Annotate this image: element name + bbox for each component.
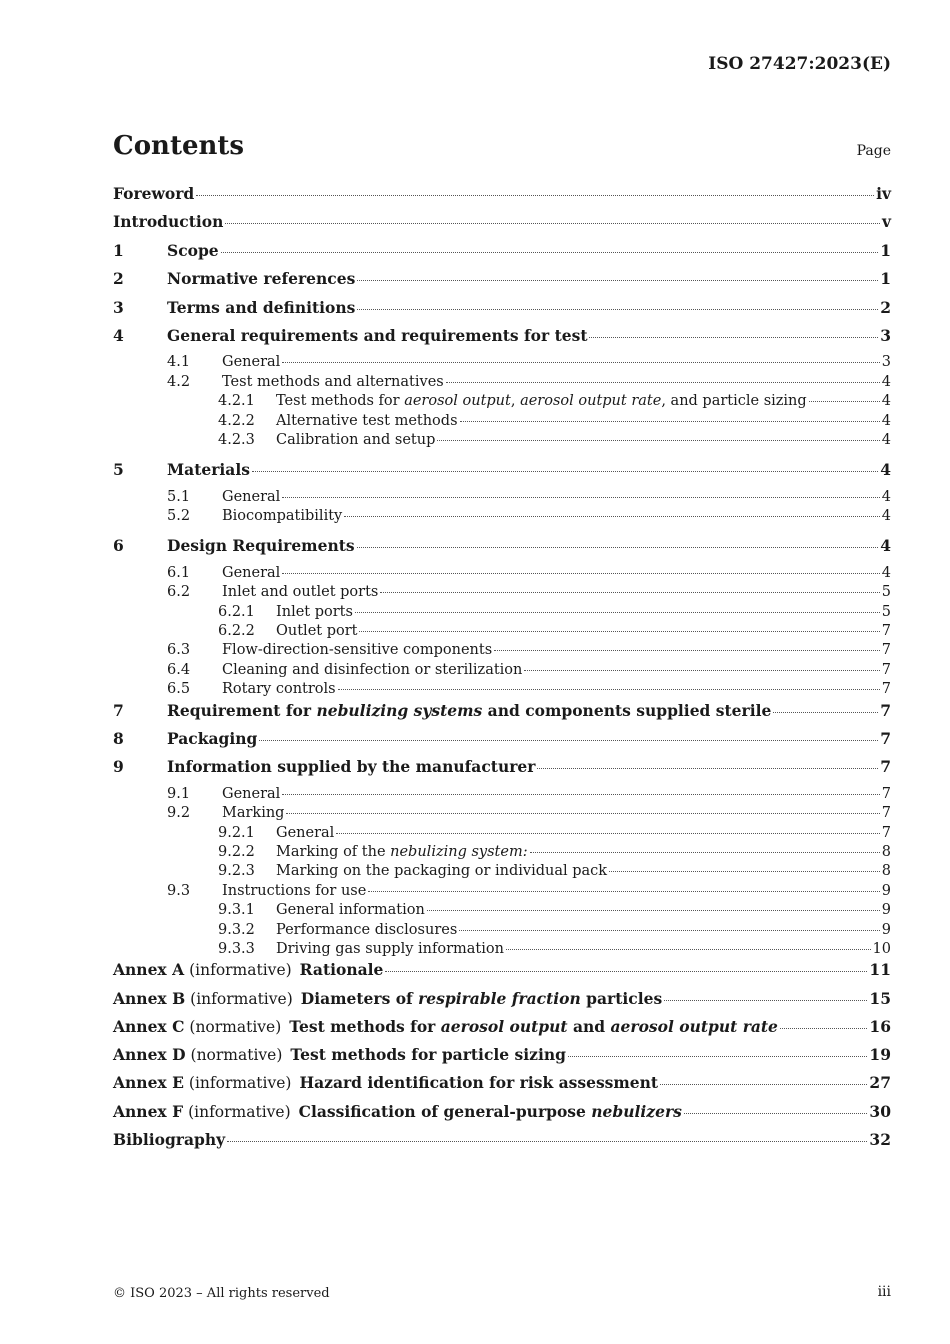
leader-dots: [506, 948, 871, 950]
toc-page: 7: [881, 824, 891, 841]
toc-number: 9.2.1: [218, 824, 255, 841]
annex-title: Hazard identification for risk assessment: [299, 1073, 659, 1093]
toc-entry-6-1[interactable]: [113, 565, 891, 584]
toc-page: 7: [881, 681, 891, 698]
toc-label: Design Requirements: [167, 536, 355, 556]
leader-dots: [773, 711, 878, 713]
toc-entry-annex-b[interactable]: [113, 989, 891, 1017]
toc-entry-9-2-3[interactable]: [113, 863, 891, 882]
toc-entry-3[interactable]: [113, 298, 891, 326]
annex-title: Classification of general-purpose nebulizers: [298, 1101, 682, 1121]
toc-page: 4: [881, 508, 891, 525]
leader-dots: [530, 851, 880, 853]
leader-dots: [359, 630, 879, 632]
toc-number: 9.1: [167, 785, 191, 802]
leader-dots: [357, 308, 878, 310]
leader-dots: [225, 222, 880, 224]
leader-dots: [427, 909, 880, 911]
leader-dots: [338, 688, 880, 690]
toc-entry-6-3[interactable]: [113, 642, 891, 661]
toc-label: Requirement for nebulizing systems and components supplied sterile: [167, 700, 772, 720]
toc-label: General: [222, 488, 281, 505]
annex-title: Diameters of respirable fraction particles: [300, 988, 663, 1008]
toc-page: 7: [880, 728, 891, 748]
toc-entry-5[interactable]: [113, 460, 891, 488]
page-title: Contents: [113, 131, 245, 161]
toc-label: Biocompatibility: [222, 508, 343, 525]
toc-page: 7: [880, 700, 891, 720]
toc-label: Cleaning and disinfection or sterilization: [222, 661, 523, 678]
toc-label: Terms and definitions: [167, 297, 356, 317]
leader-dots: [357, 279, 878, 281]
toc-entry-6[interactable]: [113, 536, 891, 564]
toc-entry-introduction[interactable]: [113, 212, 891, 240]
page-column-label: Page: [856, 143, 891, 159]
toc-page: 4: [880, 536, 891, 556]
toc-entry-foreword[interactable]: [113, 184, 891, 212]
toc-entry-2[interactable]: [113, 269, 891, 297]
toc-entry-9-1[interactable]: [113, 786, 891, 805]
toc-label: Calibration and setup: [276, 431, 436, 448]
toc-page: 4: [880, 460, 891, 480]
leader-dots: [684, 1112, 868, 1114]
toc-page: 3: [880, 325, 891, 345]
toc-entry-annex-a[interactable]: [113, 960, 891, 988]
toc-page: 5: [881, 584, 891, 601]
toc-page: 4: [881, 488, 891, 505]
leader-dots: [524, 669, 879, 671]
toc-label: Marking of the nebulizing system:: [276, 843, 528, 860]
toc-page: 10: [872, 940, 891, 957]
toc-number: 6.2.2: [218, 623, 255, 640]
toc-number: 6.5: [167, 681, 191, 698]
toc-label: Rotary controls: [222, 681, 336, 698]
toc-entry-annex-e[interactable]: [113, 1073, 891, 1101]
toc-label: General: [222, 354, 281, 371]
toc-entry-6-2-1[interactable]: [113, 604, 891, 623]
toc-page: 9: [881, 921, 891, 938]
toc-label: Foreword: [113, 184, 195, 203]
annex-title: Rationale: [299, 960, 384, 980]
toc-number: 5.2: [167, 508, 191, 525]
toc-label: Alternative test methods: [276, 412, 458, 429]
toc-page: iv: [876, 184, 891, 203]
toc-page: 9: [881, 902, 891, 919]
toc-page: 5: [881, 603, 891, 620]
toc-entry-4-2-3[interactable]: [113, 432, 891, 451]
page-number: iii: [877, 1284, 891, 1300]
toc-page: 8: [881, 843, 891, 860]
toc-label: Materials: [167, 460, 250, 480]
toc-number: 5.1: [167, 488, 191, 505]
toc-label: Performance disclosures: [276, 921, 458, 938]
annex-kind: (informative): [189, 961, 292, 980]
toc-page: 15: [869, 988, 891, 1008]
copyright-notice: © ISO 2023 – All rights reserved: [113, 1286, 330, 1301]
toc-number: 6.1: [167, 564, 191, 581]
toc-entry-8[interactable]: [113, 729, 891, 757]
toc-entry-annex-f[interactable]: [113, 1102, 891, 1130]
leader-dots: [368, 890, 879, 892]
toc-page: 4: [881, 412, 891, 429]
toc-number: 9: [113, 757, 124, 777]
toc-entry-6-4[interactable]: [113, 662, 891, 681]
toc-label: Marking on the packaging or individual pack: [276, 863, 608, 880]
leader-dots: [344, 515, 880, 517]
toc-label: Test methods for aerosol output, aerosol output rate, and particle sizing: [276, 393, 807, 410]
toc-label: General information: [276, 902, 425, 919]
toc-page: 7: [881, 661, 891, 678]
leader-dots: [357, 546, 879, 548]
leader-dots: [589, 336, 878, 338]
leader-dots: [196, 194, 874, 196]
toc-page: 11: [869, 960, 891, 980]
toc-number: 5: [113, 460, 124, 480]
toc-page: 8: [881, 863, 891, 880]
toc-label: Outlet port: [276, 623, 358, 640]
toc-number: 4.2.2: [218, 412, 255, 429]
toc-entry-9-3-2[interactable]: [113, 922, 891, 941]
leader-dots: [282, 496, 879, 498]
toc-number: 6.2: [167, 584, 191, 601]
toc-entry-annex-c[interactable]: [113, 1017, 891, 1045]
toc-label: Inlet ports: [276, 603, 353, 620]
toc-page: 7: [881, 785, 891, 802]
toc-entry-9-2-1[interactable]: [113, 825, 891, 844]
leader-dots: [259, 739, 878, 741]
toc-number: 4.2: [167, 373, 191, 390]
toc-number: 9.2.3: [218, 863, 255, 880]
toc-label: General: [222, 785, 281, 802]
toc-page: 19: [869, 1045, 891, 1065]
leader-dots: [459, 929, 879, 931]
toc-number: 4.1: [167, 354, 191, 371]
toc-number: 9.3.1: [218, 902, 255, 919]
annex-lead: Annex D: [113, 1045, 186, 1065]
toc-page: 7: [881, 805, 891, 822]
toc-entry-6-2[interactable]: [113, 584, 891, 603]
toc-page: 7: [881, 642, 891, 659]
toc-page: 27: [869, 1073, 891, 1093]
toc-entry-bibliography[interactable]: [113, 1130, 891, 1158]
toc-page: 1: [880, 240, 891, 260]
toc-entry-6-2-2[interactable]: [113, 623, 891, 642]
toc-number: 6: [113, 536, 124, 556]
toc-label: General: [222, 564, 281, 581]
leader-dots: [664, 999, 867, 1001]
leader-dots: [282, 361, 879, 363]
toc-entry-4-2[interactable]: [113, 374, 891, 393]
leader-dots: [537, 767, 878, 769]
toc-page: 4: [881, 564, 891, 581]
toc-number: 1: [113, 240, 124, 260]
toc-number: 9.2.2: [218, 843, 255, 860]
leader-dots: [380, 591, 879, 593]
annex-lead: Annex F: [113, 1101, 184, 1121]
toc-page: 16: [869, 1016, 891, 1036]
leader-dots: [385, 970, 867, 972]
leader-dots: [494, 649, 880, 651]
toc-label: Scope: [167, 240, 219, 260]
annex-title: Test methods for aerosol output and aerosol output rate: [289, 1016, 778, 1036]
toc-entry-9[interactable]: [113, 757, 891, 785]
toc-page: 4: [881, 373, 891, 390]
toc-label: General requirements and requirements for test: [167, 325, 588, 345]
toc-label: Flow-direction-sensitive components: [222, 642, 493, 659]
annex-lead: Annex A: [113, 960, 185, 980]
toc-label: General: [276, 824, 335, 841]
leader-dots: [780, 1027, 868, 1029]
annex-kind: (normative): [190, 1046, 283, 1065]
toc-label: Bibliography: [113, 1130, 226, 1150]
toc-label: Marking: [222, 805, 285, 822]
toc-number: 3: [113, 297, 124, 317]
toc-page: 2: [880, 297, 891, 317]
toc-number: 4: [113, 325, 124, 345]
document-id: ISO 27427:2023(E): [708, 54, 891, 74]
leader-dots: [355, 611, 880, 613]
toc-page: 30: [869, 1101, 891, 1121]
toc-label: Driving gas supply information: [276, 940, 504, 957]
toc-label: Test methods and alternatives: [222, 373, 444, 390]
toc-label: Instructions for use: [222, 882, 367, 899]
leader-dots: [660, 1083, 867, 1085]
leader-dots: [437, 439, 879, 441]
leader-dots: [460, 420, 880, 422]
toc-number: 9.2: [167, 805, 191, 822]
annex-title: Test methods for particle sizing: [290, 1045, 566, 1065]
annex-kind: (informative): [188, 1102, 291, 1121]
annex-lead: Annex C: [113, 1016, 185, 1036]
leader-dots: [227, 1140, 867, 1142]
toc-page: 4: [881, 393, 891, 410]
leader-dots: [252, 470, 878, 472]
toc-number: 4.2.3: [218, 431, 255, 448]
annex-kind: (informative): [188, 1074, 292, 1093]
toc-label: Inlet and outlet ports: [222, 584, 379, 601]
toc-entry-5-2[interactable]: [113, 508, 891, 527]
leader-dots: [336, 832, 879, 834]
toc-entry-4-1[interactable]: [113, 354, 891, 373]
toc-number: 7: [113, 700, 124, 720]
toc-entry-9-3-3[interactable]: [113, 941, 891, 960]
annex-lead: Annex B: [113, 988, 186, 1008]
leader-dots: [446, 381, 880, 383]
toc-page: 4: [881, 431, 891, 448]
toc-number: 6.4: [167, 661, 191, 678]
annex-kind: (normative): [189, 1017, 282, 1036]
toc-entry-9-3-1[interactable]: [113, 902, 891, 921]
toc-number: 9.3: [167, 882, 191, 899]
toc-number: 8: [113, 728, 124, 748]
toc-number: 2: [113, 269, 124, 289]
toc-page: 32: [869, 1130, 891, 1150]
toc-page: 7: [881, 623, 891, 640]
toc-label: Packaging: [167, 728, 258, 748]
leader-dots: [282, 572, 879, 574]
toc-entry-7[interactable]: [113, 701, 891, 729]
annex-lead: Annex E: [113, 1073, 184, 1093]
toc-entry-4[interactable]: [113, 326, 891, 354]
toc-number: 9.3.2: [218, 921, 255, 938]
leader-dots: [282, 793, 879, 795]
toc-page: 9: [881, 882, 891, 899]
toc-entry-5-1[interactable]: [113, 489, 891, 508]
toc-entry-annex-d[interactable]: [113, 1045, 891, 1073]
table-of-contents: [113, 184, 891, 1158]
toc-page: v: [881, 212, 891, 232]
toc-page: 1: [880, 269, 891, 289]
toc-label: Introduction: [113, 212, 224, 232]
leader-dots: [221, 251, 879, 253]
toc-entry-4-2-1[interactable]: [113, 393, 891, 412]
leader-dots: [609, 870, 880, 872]
toc-page: 3: [881, 354, 891, 371]
toc-page: 7: [880, 757, 891, 777]
annex-kind: (informative): [190, 989, 293, 1008]
leader-dots: [809, 400, 880, 402]
toc-entry-1[interactable]: [113, 241, 891, 269]
toc-number: 6.3: [167, 642, 191, 659]
leader-dots: [286, 812, 879, 814]
toc-entry-9-2[interactable]: [113, 805, 891, 824]
toc-entry-6-5[interactable]: [113, 681, 891, 700]
toc-entry-9-3[interactable]: [113, 883, 891, 902]
toc-entry-4-2-2[interactable]: [113, 413, 891, 432]
toc-number: 9.3.3: [218, 940, 255, 957]
leader-dots: [568, 1055, 867, 1057]
toc-label: Information supplied by the manufacturer: [167, 757, 536, 777]
toc-entry-9-2-2[interactable]: [113, 844, 891, 863]
toc-number: 6.2.1: [218, 603, 255, 620]
toc-label: Normative references: [167, 269, 356, 289]
toc-number: 4.2.1: [218, 393, 255, 410]
